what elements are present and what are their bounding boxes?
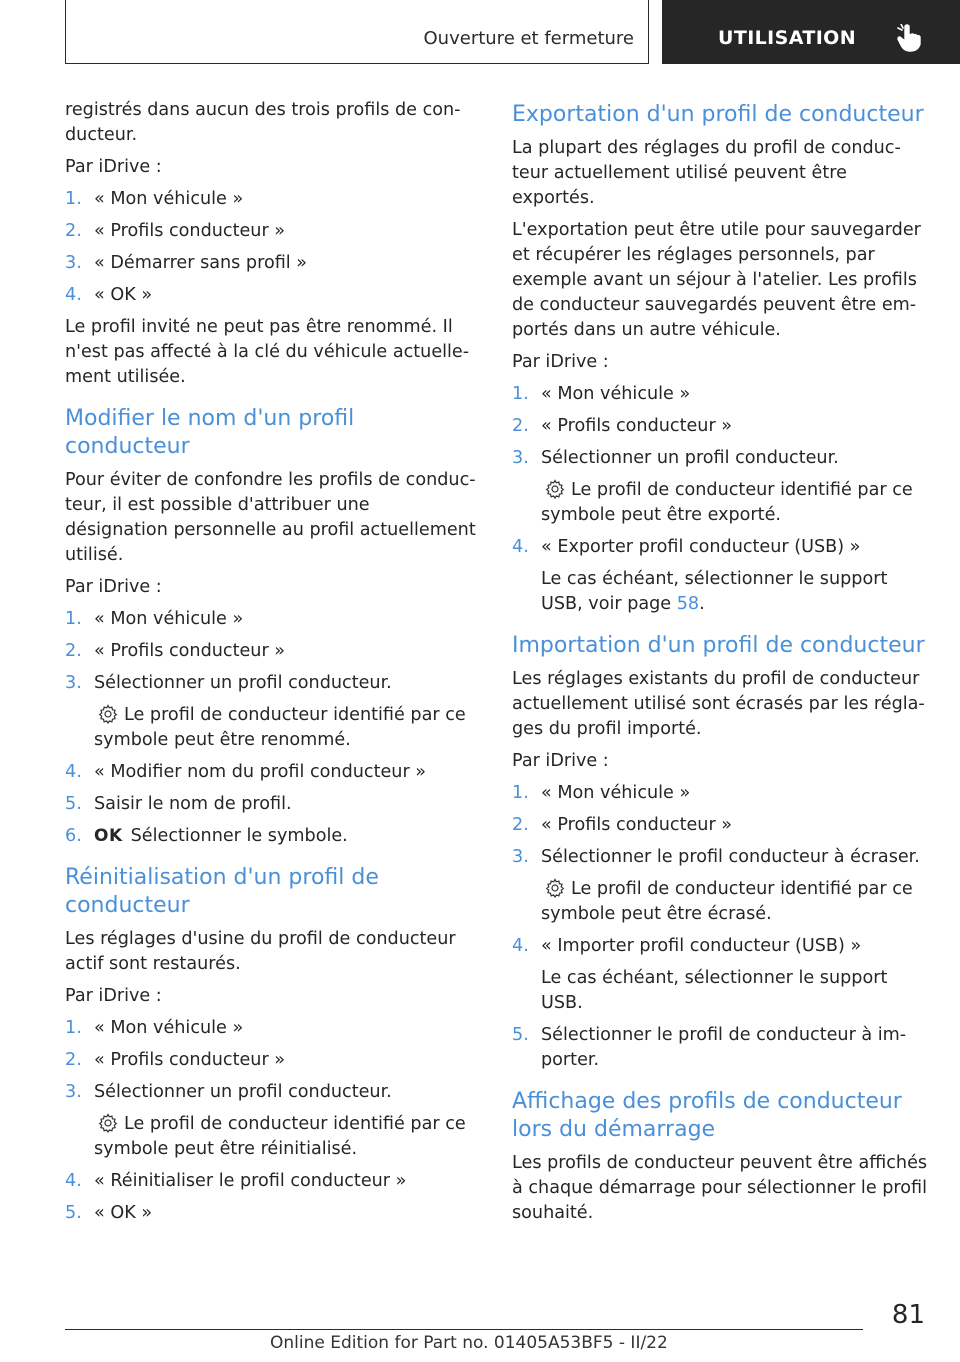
list-item: 5. Saisir le nom de profil. [65, 792, 477, 817]
step-number: 5. [65, 1203, 82, 1223]
list-item: 1. « Mon véhicule » [65, 187, 477, 212]
step-number: 4. [65, 285, 82, 305]
import-paragraph: Les réglages existants du profil de conducteur actuellement utilisé sont écrasés par les régla-ges du profil importé. [512, 669, 925, 739]
export-paragraph-2: L'exportation peut être utile pour sauvegarder et récupérer les réglages personnels, par exemple avant un séjour à l'atelier. Les profils de conducteur sauvegardés peuvent être em-portés dans un autre véhicule. [512, 220, 921, 340]
idrive-label: Par iDrive : [65, 986, 162, 1006]
intro-paragraph: registrés dans aucun des trois profils de con-ducteur. [65, 100, 461, 145]
step-number: 2. [65, 1050, 82, 1070]
steps-list-export [512, 382, 930, 617]
step-number: 4. [512, 537, 529, 557]
idrive-label: Par iDrive : [65, 157, 162, 177]
gear-icon [545, 479, 565, 499]
gear-icon [98, 1113, 118, 1133]
step-number: 5. [512, 1025, 529, 1045]
step-number: 2. [512, 416, 529, 436]
step-number: 4. [65, 762, 82, 782]
step-number: 2. [65, 221, 82, 241]
header-chapter-box [662, 0, 960, 64]
step-number: 1. [65, 1018, 82, 1038]
step-number: 1. [512, 783, 529, 803]
list-item: 4. « Modifier nom du profil conducteur » [65, 760, 477, 785]
list-item: 5. « OK » [65, 1201, 477, 1226]
step-number: 3. [65, 253, 82, 273]
rename-paragraph: Pour éviter de confondre les profils de conduc-teur, il est possible d'attribuer une désignation personnelle au profil actuellement utilisé. [65, 470, 476, 565]
steps-list-guest [65, 187, 477, 308]
list-item: 1. « Mon véhicule » [512, 781, 930, 806]
hand-pointer-icon [896, 24, 922, 52]
steps-list-rename [65, 607, 477, 849]
export-paragraph-1: La plupart des réglages du profil de conduc-teur actuellement utilisé peuvent être exportés. [512, 138, 901, 208]
list-item: 4. « Réinitialiser le profil conducteur » [65, 1169, 477, 1194]
right-column [512, 98, 930, 1233]
heading-display-profiles: Affichage des profils de conducteur lors du démarrage [512, 1089, 902, 1142]
guest-note: Le profil invité ne peut pas être renommé. Il n'est pas affecté à la clé du véhicule actuelle-ment utilisée. [65, 317, 470, 387]
step-number: 4. [512, 936, 529, 956]
list-item: 4. « Exporter profil conducteur (USB) » Le cas échéant, sélectionner le support USB, voir page 58. [512, 537, 888, 614]
footer-edition: Online Edition for Part no. 01405A53BF5 - II/22 [270, 1333, 668, 1353]
list-item: 3. Sélectionner le profil conducteur à écraser. Le profil de conducteur identifié par ce symbole peut être écrasé. [512, 847, 920, 924]
step-number: 4. [65, 1171, 82, 1191]
list-item: 1. « Mon véhicule » [512, 382, 930, 407]
gear-icon [545, 878, 565, 898]
idrive-label: Par iDrive : [512, 751, 609, 771]
list-item: 1. « Mon véhicule » [65, 1016, 477, 1041]
page-link[interactable]: 58 [676, 594, 700, 614]
left-column [65, 98, 477, 1233]
list-item: 5. Sélectionner le profil de conducteur à im-porter. [512, 1025, 907, 1070]
list-item: 1. « Mon véhicule » [65, 607, 477, 632]
step-number: 2. [65, 641, 82, 661]
list-item: 4. « Importer profil conducteur (USB) » Le cas échéant, sélectionner le support USB. [512, 936, 888, 1013]
list-item: 2. « Profils conducteur » [512, 813, 930, 838]
footer-divider [65, 1329, 863, 1330]
idrive-label: Par iDrive : [512, 352, 609, 372]
step-number: 1. [512, 384, 529, 404]
list-item: 6. OK Sélectionner le symbole. [65, 824, 477, 849]
step-number: 1. [65, 189, 82, 209]
step-number: 1. [65, 609, 82, 629]
list-item: 2. « Profils conducteur » [65, 639, 477, 664]
step-number: 2. [512, 815, 529, 835]
page-number: 81 [891, 1300, 925, 1330]
idrive-label: Par iDrive : [65, 577, 162, 597]
heading-reset-profile: Réinitialisation d'un profil de conducteur [65, 865, 379, 918]
step-number: 6. [65, 826, 82, 846]
heading-rename-profile: Modifier le nom d'un profil conducteur [65, 406, 355, 459]
header-section-title: Ouverture et fermeture [423, 28, 634, 49]
header-section-box [65, 0, 649, 64]
step-number: 3. [65, 1082, 82, 1102]
header-chapter-title: UTILISATION [718, 27, 857, 49]
steps-list-import [512, 781, 930, 1073]
reset-paragraph: Les réglages d'usine du profil de conducteur actif sont restaurés. [65, 929, 456, 974]
step-number: 3. [65, 673, 82, 693]
list-item: 2. « Profils conducteur » [65, 219, 477, 244]
step-number: 3. [512, 847, 529, 867]
heading-import-profile: Importation d'un profil de conducteur [512, 633, 925, 658]
steps-list-reset [65, 1016, 477, 1226]
list-item: 3. « Démarrer sans profil » [65, 251, 477, 276]
step-number: 3. [512, 448, 529, 468]
heading-export-profile: Exportation d'un profil de conducteur [512, 102, 924, 127]
display-paragraph: Les profils de conducteur peuvent être affichés à chaque démarrage pour sélectionner le profil souhaité. [512, 1153, 928, 1223]
list-item: 4. « OK » [65, 283, 477, 308]
step-number: 5. [65, 794, 82, 814]
list-item: 3. Sélectionner un profil conducteur. Le profil de conducteur identifié par ce symbole peut être réinitialisé. [65, 1082, 466, 1159]
ok-symbol: OK [94, 826, 123, 846]
list-item: 2. « Profils conducteur » [65, 1048, 477, 1073]
list-item: 3. Sélectionner un profil conducteur. Le profil de conducteur identifié par ce symbole peut être renommé. [65, 673, 466, 750]
list-item: 3. Sélectionner un profil conducteur. Le profil de conducteur identifié par ce symbole peut être exporté. [512, 448, 913, 525]
list-item: 2. « Profils conducteur » [512, 414, 930, 439]
gear-icon [98, 704, 118, 724]
